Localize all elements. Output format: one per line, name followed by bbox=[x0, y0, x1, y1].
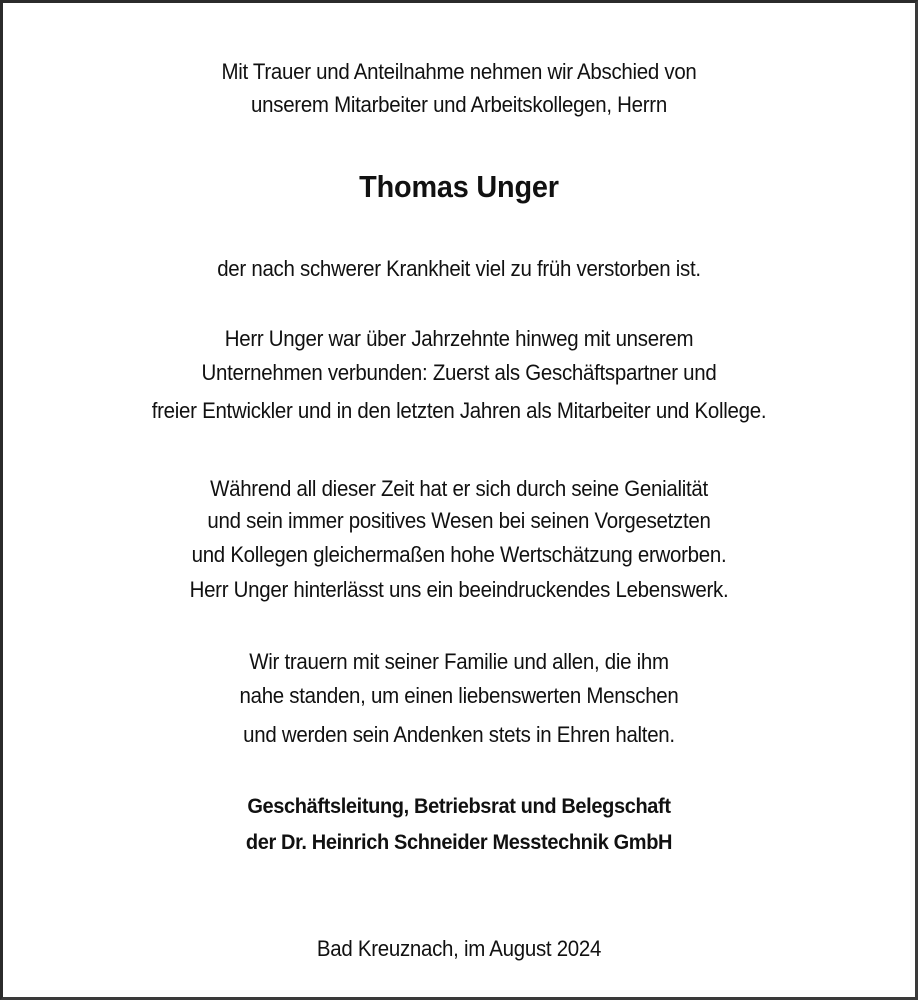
condolence-line-2: nahe standen, um einen liebenswerten Menschen bbox=[239, 683, 679, 708]
appreciation-line-4: Herr Unger hinterlässt uns ein beeindruckendes Lebenswerk. bbox=[189, 577, 729, 602]
career-line-2: Unternehmen verbunden: Zuerst als Geschäftspartner und bbox=[201, 360, 717, 385]
signature-line-1: Geschäftsleitung, Betriebsrat und Belegschaft bbox=[247, 794, 671, 818]
career-line-3: freier Entwickler und in den letzten Jahren als Mitarbeiter und Kollege. bbox=[151, 398, 767, 423]
appreciation-line-1: Während all dieser Zeit hat er sich durch seine Genialität bbox=[210, 476, 708, 501]
appreciation-line-2: und sein immer positives Wesen bei seinen Vorgesetzten bbox=[207, 508, 711, 533]
condolence-line-1: Wir trauern mit seiner Familie und allen, die ihm bbox=[249, 649, 669, 674]
place-date: Bad Kreuznach, im August 2024 bbox=[316, 936, 602, 961]
subline: der nach schwerer Krankheit viel zu früh verstorben ist. bbox=[217, 256, 701, 281]
appreciation-line-3: und Kollegen gleichermaßen hohe Wertschätzung erworben. bbox=[191, 542, 727, 567]
signature-line-2: der Dr. Heinrich Schneider Messtechnik GmbH bbox=[245, 830, 673, 854]
intro-line-2: unserem Mitarbeiter und Arbeitskollegen, Herrn bbox=[251, 92, 667, 117]
career-line-1: Herr Unger war über Jahrzehnte hinweg mit unserem bbox=[224, 326, 694, 351]
deceased-name: Thomas Unger bbox=[359, 169, 559, 204]
intro-line-1: Mit Trauer und Anteilnahme nehmen wir Abschied von bbox=[221, 59, 697, 84]
condolence-line-3: und werden sein Andenken stets in Ehren halten. bbox=[243, 722, 675, 747]
